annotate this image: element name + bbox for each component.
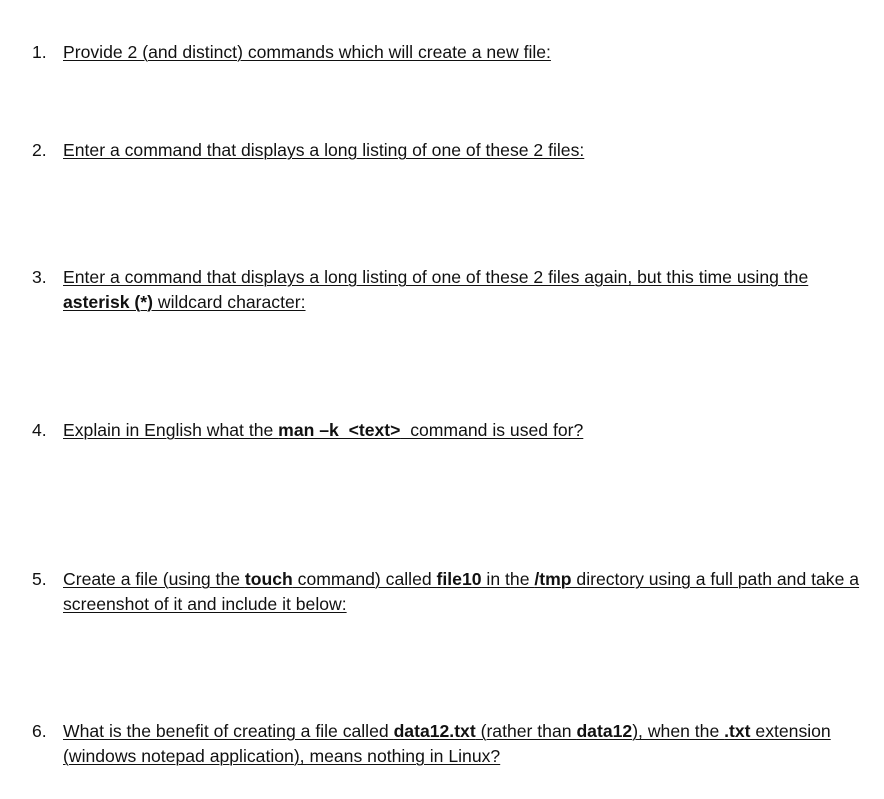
- text-run: wildcard character:: [152, 292, 306, 312]
- bold-term: .txt: [724, 721, 751, 741]
- text-run: extension (windows notepad application), means nothing in Linux?: [63, 721, 831, 766]
- question-3: [32, 265, 876, 315]
- question-number: 3.: [32, 267, 47, 287]
- text-run: Explain in English what the: [63, 420, 279, 440]
- question-1: [32, 40, 876, 65]
- question-text: [63, 418, 876, 443]
- bold-term: touch: [244, 569, 293, 589]
- question-text: [63, 567, 876, 617]
- text-run: command is used for?: [400, 420, 584, 440]
- text-run: command) called: [292, 569, 437, 589]
- question-text: [63, 265, 876, 315]
- text-run: Enter a command that displays a long listing of one of these 2 files:: [63, 140, 585, 160]
- text-run: Create a file (using the: [63, 569, 245, 589]
- text-run: Enter a command that displays a long listing of one of these 2 files again, but this time using the: [63, 267, 809, 287]
- question-6: [32, 719, 876, 769]
- text-run: ), when the: [632, 721, 725, 741]
- bold-term: asterisk (*): [63, 292, 153, 312]
- bold-term: man –k <text>: [278, 420, 401, 440]
- bold-term: file10: [436, 569, 482, 589]
- question-number: 5.: [32, 569, 47, 589]
- question-text: [63, 719, 876, 769]
- question-number: 4.: [32, 420, 47, 440]
- question-number: 1.: [32, 42, 47, 62]
- question-text: [63, 40, 876, 65]
- question-2: [32, 138, 876, 163]
- question-5: [32, 567, 876, 617]
- bold-term: /tmp: [534, 569, 572, 589]
- question-4: [32, 418, 876, 443]
- bold-term: data12: [576, 721, 633, 741]
- question-number: 2.: [32, 140, 47, 160]
- bold-term: data12.txt: [393, 721, 476, 741]
- question-text: [63, 138, 876, 163]
- question-number: 6.: [32, 721, 47, 741]
- text-run: directory using a full path and take a screenshot of it and include it below:: [63, 569, 860, 614]
- text-run: What is the benefit of creating a file called: [63, 721, 394, 741]
- text-run: in the: [481, 569, 535, 589]
- text-run: Provide 2 (and distinct) commands which will create a new file:: [63, 42, 551, 62]
- text-run: (rather than: [475, 721, 577, 741]
